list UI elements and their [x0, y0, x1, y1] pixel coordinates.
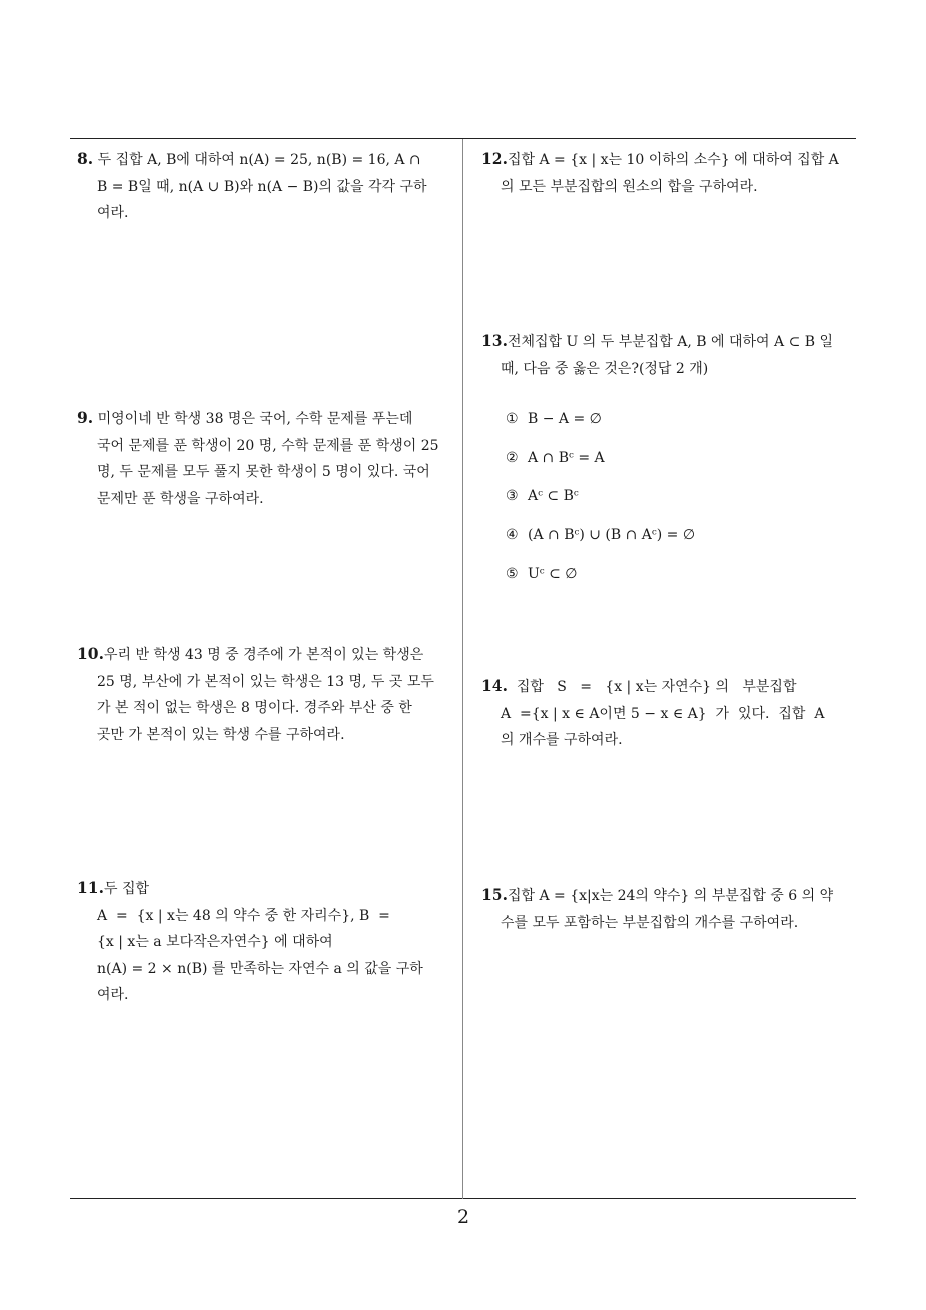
choice-marker: ⑤ [506, 565, 519, 582]
choice-text: Uᶜ ⊂ ∅ [528, 565, 578, 582]
question-12 [481, 146, 859, 200]
question-text: 명, 두 문제를 모두 풀지 못한 학생이 5 명이 있다. 국어 [97, 464, 430, 480]
question-text: 집합 S = {x | x는 자연수} 의 부분집합 [507, 679, 797, 695]
question-number: 14. [481, 676, 508, 695]
question-text: 여라. [97, 205, 129, 221]
choice-2[interactable] [506, 448, 695, 487]
question-11 [77, 875, 454, 1009]
question-number: 10. [77, 644, 104, 663]
question-9 [77, 405, 454, 512]
choice-marker: ③ [506, 488, 519, 505]
question-text: {x | x는 a 보다작은자연수} 에 대하여 [97, 934, 333, 950]
question-number: 11. [77, 878, 104, 897]
question-text: A = {x | x는 48 의 약수 중 한 자리수}, B = [97, 907, 390, 924]
choice-5[interactable] [506, 564, 695, 603]
question-number: 8. [77, 149, 94, 168]
question-10 [77, 641, 454, 748]
question-13 [481, 328, 859, 382]
choice-text: B − A = ∅ [528, 411, 602, 427]
question-number: 12. [481, 149, 508, 168]
question-number: 13. [481, 331, 508, 350]
question-text: 25 명, 부산에 가 본적이 있는 학생은 13 명, 두 곳 모두 [97, 673, 434, 690]
question-text: 문제만 푼 학생을 구하여라. [97, 490, 264, 507]
choice-text: (A ∩ Bᶜ) ∪ (B ∩ Aᶜ) = ∅ [528, 527, 696, 544]
choice-4[interactable] [506, 525, 695, 564]
question-text: 의 개수를 구하여라. [501, 732, 623, 748]
question-text: 집합 A = {x | x는 10 이하의 소수} 에 대하여 집합 A [507, 152, 839, 168]
question-14 [481, 673, 859, 754]
question-text: B = B일 때, n(A ∪ B)와 n(A − B)의 값을 각각 구하 [97, 178, 427, 195]
column-divider [462, 139, 463, 1199]
question-text: 우리 반 학생 43 명 중 경주에 가 본적이 있는 학생은 [103, 647, 424, 663]
question-text: 두 집합 A, B에 대하여 n(A) = 25, n(B) = 16, A ∩ [93, 152, 421, 168]
question-text: A ={x | x ∈ A이면 5 − x ∈ A} 가 있다. 집합 A [501, 705, 825, 722]
question-13-choices [506, 409, 695, 602]
question-text: 전체집합 U 의 두 부분집합 A, B 에 대하여 A ⊂ B 일 [507, 334, 834, 350]
page-number: 2 [456, 1206, 470, 1228]
question-number: 9. [77, 408, 94, 427]
choice-3[interactable] [506, 486, 695, 525]
choice-text: A ∩ Bᶜ = A [528, 449, 605, 466]
question-text: 곳만 가 본적이 있는 학생 수를 구하여라. [97, 726, 345, 743]
question-text: 두 집합 [103, 881, 149, 897]
question-text: 여라. [97, 987, 129, 1003]
choice-marker: ② [506, 449, 519, 466]
question-number: 15. [481, 885, 508, 904]
question-15 [481, 882, 859, 936]
question-text: n(A) = 2 × n(B) 를 만족하는 자연수 a 의 값을 구하 [97, 960, 423, 977]
question-text: 미영이네 반 학생 38 명은 국어, 수학 문제를 푸는데 [93, 411, 413, 427]
question-8 [77, 146, 454, 227]
choice-marker: ① [506, 411, 519, 427]
choice-text: Aᶜ ⊂ Bᶜ [528, 488, 579, 505]
question-text: 국어 문제를 푼 학생이 20 명, 수학 문제를 푼 학생이 25 [97, 437, 439, 454]
question-text: 수를 모두 포함하는 부분집합의 개수를 구하여라. [501, 914, 799, 931]
question-text: 의 모든 부분집합의 원소의 합을 구하여라. [501, 178, 758, 195]
choice-marker: ④ [506, 527, 519, 544]
question-text: 집합 A = {x|x는 24의 약수} 의 부분집합 중 6 의 약 [507, 888, 834, 904]
question-text: 때, 다음 중 옳은 것은?(정답 2 개) [501, 360, 709, 377]
choice-1[interactable] [506, 409, 695, 448]
question-text: 가 본 적이 없는 학생은 8 명이다. 경주와 부산 중 한 [97, 700, 412, 716]
